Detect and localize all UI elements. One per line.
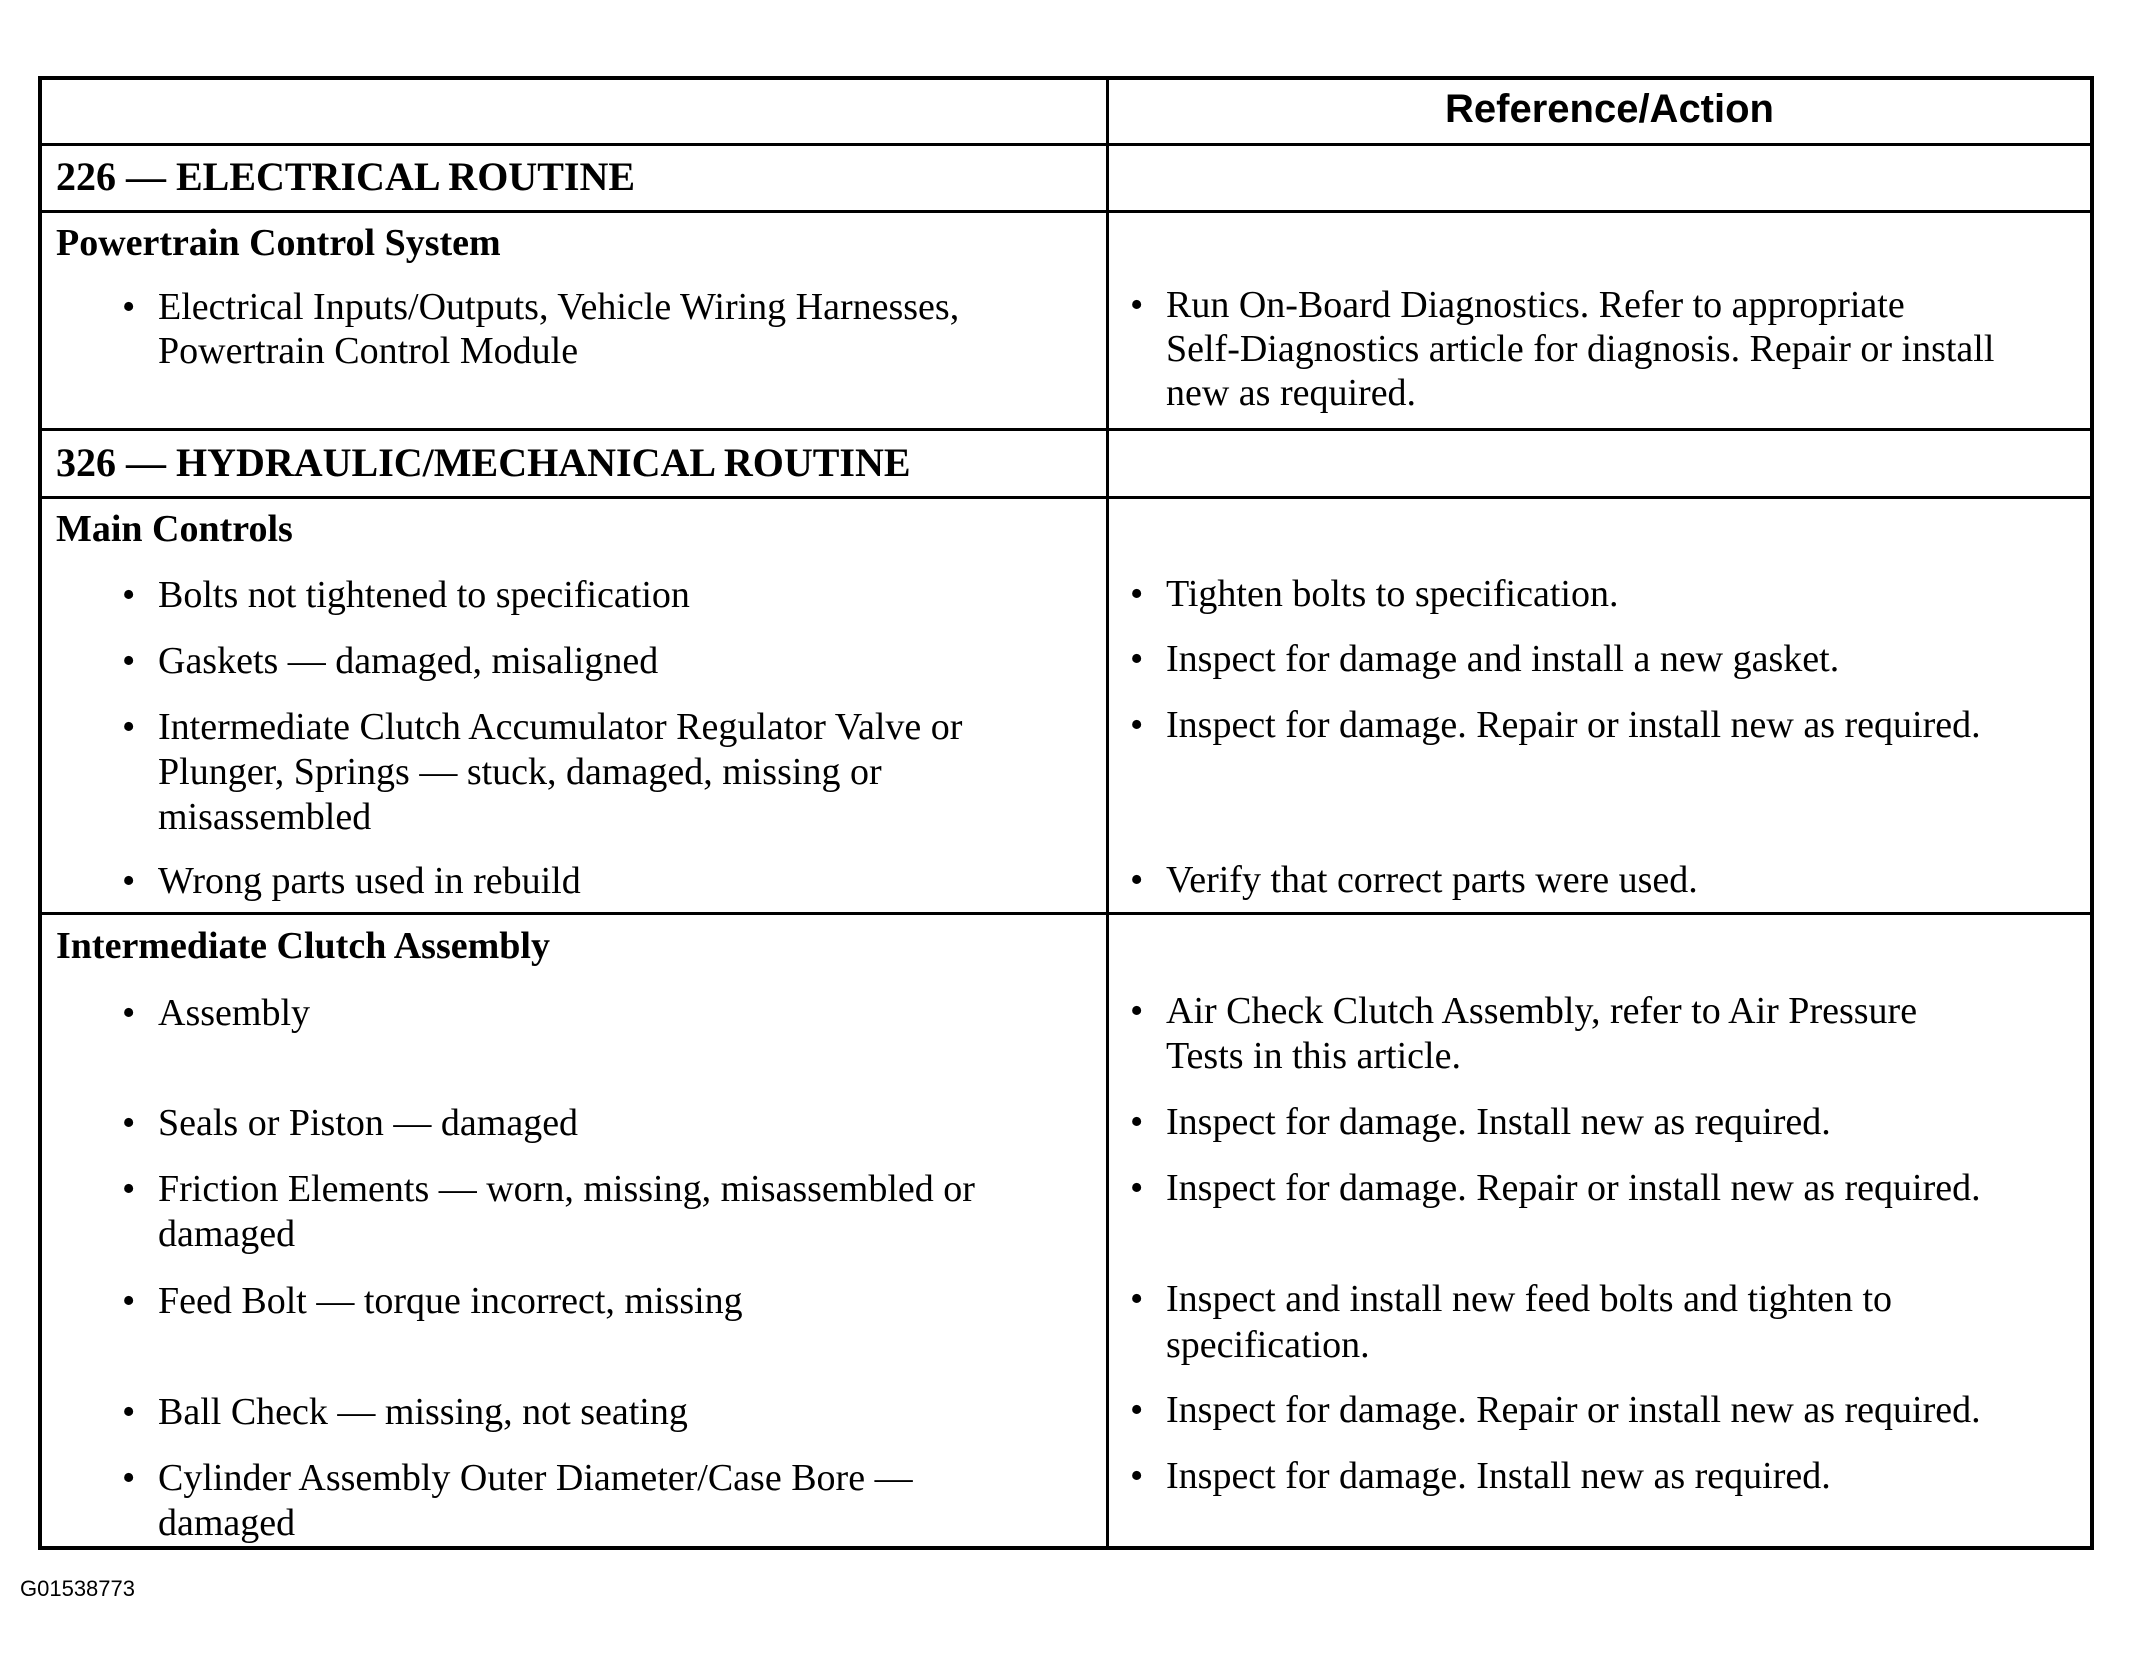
diagnosis-table [38, 76, 2094, 1550]
action-item-line: new as required. [1166, 372, 1417, 414]
cause-item: • Seals or Piston — damaged [158, 1100, 578, 1146]
action-item: • Inspect for damage. Repair or install new as required. [1166, 1387, 1981, 1433]
action-item-line: specification. [1166, 1324, 1370, 1366]
cause-item-line: Plunger, Springs — stuck, damaged, missing or [158, 751, 882, 793]
action-item: • Inspect for damage. Install new as required. [1166, 1099, 1831, 1145]
group-heading-main-controls: Main Controls [56, 508, 293, 550]
action-item: • Inspect and install new feed bolts and tighten to [1166, 1276, 1892, 1322]
cause-item: • Ball Check — missing, not seating [158, 1389, 688, 1435]
figure-id: G01538773 [20, 1576, 135, 1601]
cause-item-line: Powertrain Control Module [158, 330, 579, 372]
action-item: • Inspect for damage and install a new gasket. [1166, 636, 1839, 682]
action-item: • Tighten bolts to specification. [1166, 571, 1618, 617]
cause-item: • Wrong parts used in rebuild [158, 858, 581, 904]
action-item: • Run On-Board Diagnostics. Refer to appropriate [1166, 282, 1905, 328]
action-item-line: Tests in this article. [1166, 1035, 1461, 1077]
cause-item: • Intermediate Clutch Accumulator Regulator Valve or [158, 704, 962, 750]
action-item: • Inspect for damage. Repair or install new as required. [1166, 702, 1981, 748]
cause-item: • Gaskets — damaged, misaligned [158, 638, 658, 684]
cause-item: • Assembly [158, 990, 310, 1036]
group-heading-powertrain: Powertrain Control System [56, 222, 501, 264]
row-divider [42, 912, 2090, 915]
cause-item: • Friction Elements — worn, missing, misassembled or [158, 1166, 975, 1212]
column-divider [1106, 80, 1109, 1546]
cause-item: • Feed Bolt — torque incorrect, missing [158, 1278, 743, 1324]
cause-item-line: damaged [158, 1502, 296, 1544]
column-header-reference-action: Reference/Action [1445, 87, 1774, 131]
row-divider [42, 428, 2090, 431]
row-divider [42, 143, 2090, 146]
row-divider [42, 496, 2090, 499]
action-item: • Inspect for damage. Repair or install new as required. [1166, 1165, 1981, 1211]
cause-item-line: misassembled [158, 796, 372, 838]
cause-item: • Bolts not tightened to specification [158, 572, 690, 618]
row-divider [42, 210, 2090, 213]
action-item: • Verify that correct parts were used. [1166, 857, 1698, 903]
cause-item: • Electrical Inputs/Outputs, Vehicle Wiring Harnesses, [158, 284, 959, 330]
cause-item: • Cylinder Assembly Outer Diameter/Case Bore — [158, 1455, 913, 1501]
section-title-hydraulic: 326 — HYDRAULIC/MECHANICAL ROUTINE [56, 440, 911, 485]
section-title-electrical: 226 — ELECTRICAL ROUTINE [56, 154, 636, 199]
cause-item-line: damaged [158, 1213, 296, 1255]
action-item: • Air Check Clutch Assembly, refer to Air Pressure [1166, 988, 1917, 1034]
action-item-line: Self-Diagnostics article for diagnosis. Repair or install [1166, 328, 1995, 370]
action-item: • Inspect for damage. Install new as required. [1166, 1453, 1831, 1499]
group-heading-intermediate-clutch: Intermediate Clutch Assembly [56, 925, 550, 967]
